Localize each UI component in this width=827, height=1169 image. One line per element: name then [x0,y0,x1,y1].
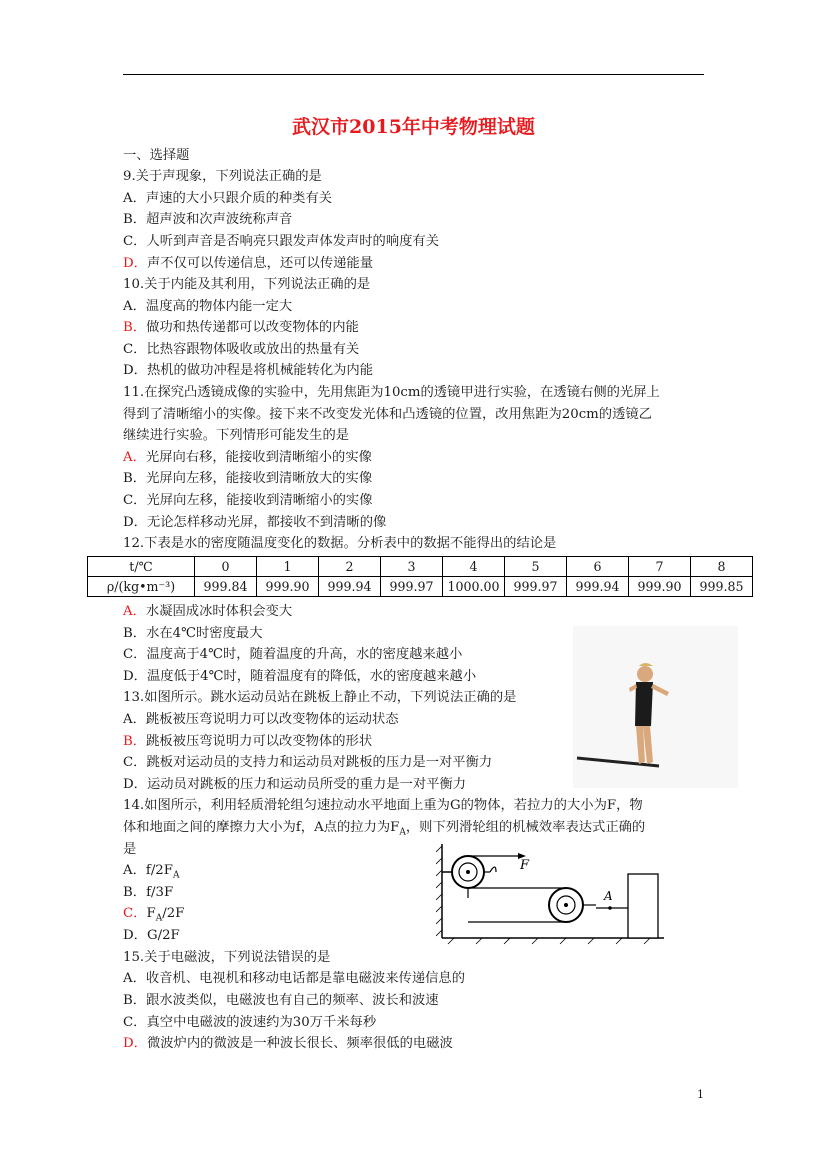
q15-option-b: B．跟水波类似，电磁波也有自己的频率、波长和波速 [123,993,439,1008]
q10-option-b: B．做功和热传递都可以改变物体的内能 [123,320,359,335]
q9-option-c: C．人听到声音是否响亮只跟发声体发声时的响度有关 [123,234,440,249]
table-cell: 0 [195,557,257,577]
table-cell: 7 [629,557,691,577]
table-cell: 999.85 [691,577,753,597]
q13-option-b: B．跳板被压弯说明力可以改变物体的形状 [123,734,373,749]
table-row [88,557,753,577]
table-cell: 999.94 [319,577,381,597]
table-cell: 2 [319,557,381,577]
q12-option-b: B．水在4℃时密度最大 [123,626,263,641]
q13-option-a: A．跳板被压弯说明力可以改变物体的运动状态 [123,712,399,727]
table-cell: 6 [567,557,629,577]
q14-stem-3: 是 [123,842,137,857]
q15-option-d: D．微波炉内的微波是一种波长很长、频率很低的电磁波 [123,1036,453,1051]
density-table [87,556,753,597]
table-header-density: ρ/(kg•m⁻³) [88,577,195,597]
q15-option-a: A．收音机、电视机和移动电话都是靠电磁波来传递信息的 [123,971,466,986]
table-cell: 999.94 [567,577,629,597]
diver-figure [573,626,738,788]
section-heading: 一、选择题 [123,148,190,163]
table-cell: 999.97 [381,577,443,597]
q11-option-d: D．无论怎样移动光屏，都接收不到清晰的像 [123,515,387,530]
q13-stem: 13.如图所示。跳水运动员站在跳板上静止不动，下列说法正确的是 [123,690,517,705]
q11-stem-3: 继续进行实验。下列情形可能发生的是 [123,428,350,443]
q11-option-c: C．光屏向左移，能接收到清晰缩小的实像 [123,493,373,508]
table-cell: 8 [691,557,753,577]
q11-option-b: B．光屏向左移，能接收到清晰放大的实像 [123,471,373,486]
force-label: F [520,858,530,873]
q9-stem: 9.关于声现象，下列说法正确的是 [123,169,322,184]
q14-option-b: B．f/3F [123,885,174,900]
q10-option-c: C．比热容跟物体吸收或放出的热量有关 [123,342,360,357]
table-row [88,577,753,597]
q14-option-c: C．$F_A/2F$ [123,906,185,924]
table-cell: 1000.00 [443,577,505,597]
table-cell: 999.90 [257,577,319,597]
q14-option-d: D．G/2F [123,928,180,943]
q10-option-d: D．热机的做功冲程是将机械能转化为内能 [123,363,374,378]
page-number: 1 [697,1088,704,1101]
q12-option-c: C．温度高于4℃时，随着温度的升高，水的密度越来越小 [123,647,463,662]
q13-option-c: C．跳板对运动员的支持力和运动员对跳板的压力是一对平衡力 [123,755,493,770]
q11-option-a: A．光屏向右移，能接收到清晰缩小的实像 [123,450,372,465]
q14-stem-1: 14.如图所示，利用轻质滑轮组匀速拉动水平地面上重为G的物体，若拉力的大小为F，物 [123,798,643,813]
q9-option-b: B．超声波和次声波统称声音 [123,212,293,227]
q9-option-d: D．声不仅可以传递信息，还可以传递能量 [123,256,374,271]
table-cell: 4 [443,557,505,577]
table-cell: 999.97 [505,577,567,597]
q15-stem: 15.关于电磁波，下列说法错误的是 [123,950,331,965]
table-cell: 5 [505,557,567,577]
q14-option-a: A．$f/2F_A$ [123,863,180,881]
table-header-temp: t/℃ [88,557,195,577]
table-cell: 999.90 [629,577,691,597]
q14-stem-2: 体和地面之间的摩擦力大小为f，A点的拉力为$F_A$，则下列滑轮组的机械效率表达式正确的 [123,820,646,838]
point-a-label: A [604,889,613,903]
table-cell: 1 [257,557,319,577]
q12-option-a: A．水凝固成冰时体积会变大 [123,604,293,619]
table-cell: 3 [381,557,443,577]
q13-option-d: D．运动员对跳板的压力和运动员所受的重力是一对平衡力 [123,777,467,792]
q12-option-d: D．温度低于4℃时，随着温度有的降低，水的密度越来越小 [123,669,477,684]
q15-option-c: C．真空中电磁波的波速约为30万千米每秒 [123,1015,377,1030]
q11-stem-1: 11.在探究凸透镜成像的实验中，先用焦距为10cm的透镜甲进行实验，在透镜右侧的光屏上 [123,385,660,400]
q10-option-a: A．温度高的物体内能一定大 [123,299,293,314]
header-rule [123,74,704,75]
q10-stem: 10.关于内能及其利用，下列说法正确的是 [123,277,371,292]
q11-stem-2: 得到了清晰缩小的实像。接下来不改变发光体和凸透镜的位置，改用焦距为20cm的透镜乙 [123,407,652,422]
table-cell: 999.84 [195,577,257,597]
q12-stem: 12.下表是水的密度随温度变化的数据。分析表中的数据不能得出的结论是 [123,536,557,551]
q9-option-a: A．声速的大小只跟介质的种类有关 [123,191,333,206]
pulley-figure [436,842,666,946]
page-title: 武汉市2015年中考物理试题 [292,116,535,138]
